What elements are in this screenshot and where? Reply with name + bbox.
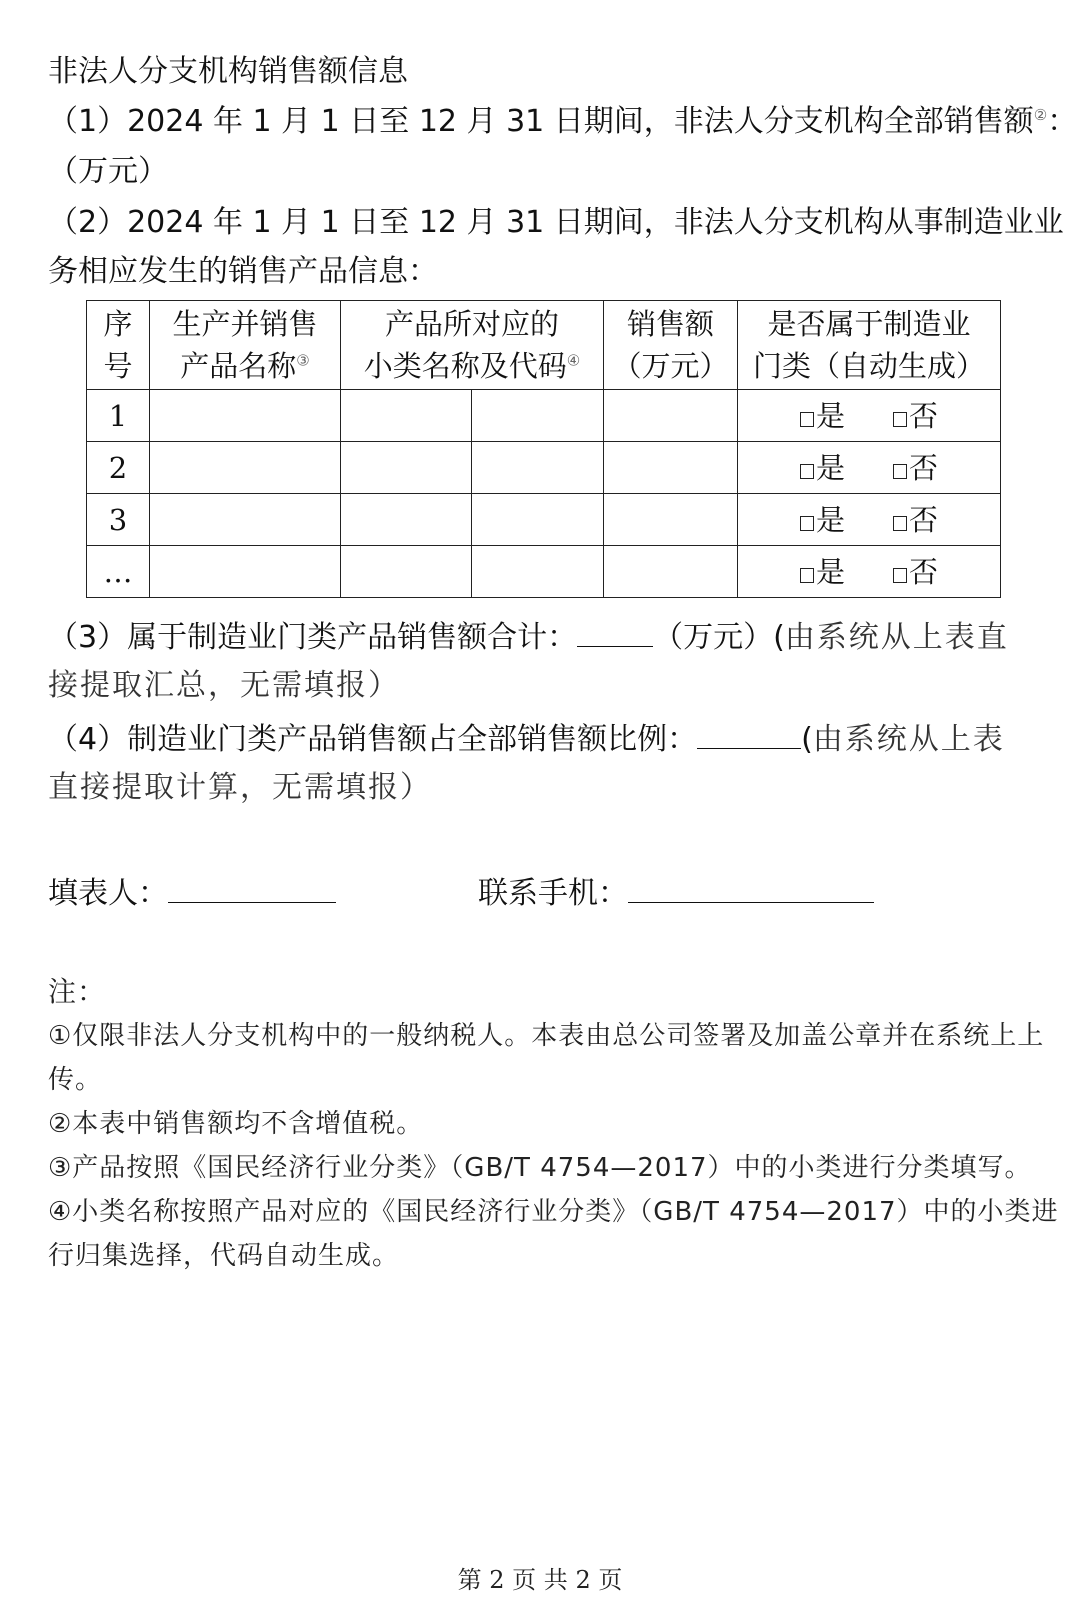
manufacturing-choice-cell [738, 390, 1001, 442]
note-4-line-1: ④小类名称按照产品对应的《国民经济行业分类》（GB/T 4754—2017）中的小类进 [48, 1197, 1059, 1227]
sales-amount-cell[interactable] [604, 390, 738, 442]
header-mfg-1: 是否属于制造业 [767, 307, 971, 341]
note-3: ③产品按照《国民经济行业分类》（GB/T 4754—2017）中的小类进行分类填写。 [48, 1153, 1032, 1183]
manufacturing-choice-cell [738, 442, 1001, 494]
filler-blank[interactable] [168, 872, 336, 903]
sales-amount-cell[interactable] [604, 442, 738, 494]
note-2: ②本表中销售额均不含增值税。 [48, 1109, 424, 1139]
yes-option[interactable] [800, 555, 845, 589]
category-code-cell[interactable] [472, 546, 604, 598]
yes-label: 是 [815, 450, 845, 485]
yes-checkbox[interactable] [800, 516, 814, 531]
yes-label: 是 [815, 502, 845, 537]
item-4-line-1 [48, 718, 1038, 760]
item-3-line-1 [48, 616, 1038, 658]
category-name-cell[interactable] [341, 390, 472, 442]
item-3-label: （3）属于制造业门类产品销售额合计： [48, 620, 578, 655]
header-sales-2: （万元） [612, 349, 729, 383]
phone-blank[interactable] [628, 872, 874, 903]
note-1-line-2: 传。 [48, 1065, 103, 1095]
ratio-blank[interactable] [697, 718, 801, 749]
yes-checkbox[interactable] [800, 464, 814, 479]
header-seq-2: 号 [103, 349, 133, 383]
item-1-text: （1）2024 年 1 月 1 日至 12 月 31 日期间，非法人分支机构全部销售额 [48, 104, 1034, 139]
header-category-2: 小类名称及代码 [363, 349, 567, 383]
no-option[interactable] [893, 503, 938, 537]
item-3-note: 由系统从上表直 [784, 620, 1009, 655]
header-manufacturing [738, 301, 1001, 390]
item-3-unit: （万元）( [653, 620, 785, 655]
header-category-1: 产品所对应的 [384, 307, 559, 341]
item-1-line [48, 102, 1078, 142]
table-row [87, 494, 1001, 546]
phone-row [478, 872, 874, 914]
no-label: 否 [909, 502, 939, 537]
no-option[interactable] [893, 399, 938, 433]
no-label: 否 [909, 554, 939, 589]
yes-checkbox[interactable] [800, 412, 814, 427]
table-row [87, 390, 1001, 442]
item-2-line-2: 务相应发生的销售产品信息： [48, 254, 438, 289]
product-name-cell[interactable] [150, 546, 341, 598]
product-name-cell[interactable] [150, 390, 341, 442]
category-name-cell[interactable] [341, 494, 472, 546]
product-name-cell[interactable] [150, 442, 341, 494]
footnote-mark-2: ② [1033, 106, 1048, 124]
header-product-name [150, 301, 341, 390]
row-seq: … [87, 546, 150, 598]
item-4-note: 由系统从上表 [812, 722, 1005, 757]
phone-label: 联系手机： [478, 876, 628, 911]
header-product-2: 产品名称 [180, 349, 297, 383]
section-title: 非法人分支机构销售额信息 [48, 54, 408, 89]
header-sales-1: 销售额 [626, 307, 714, 341]
row-seq: 1 [87, 390, 150, 442]
yes-option[interactable] [800, 451, 845, 485]
yes-checkbox[interactable] [800, 568, 814, 583]
manufacturing-choice-cell [738, 494, 1001, 546]
item-2-line-1: （2）2024 年 1 月 1 日至 12 月 31 日期间，非法人分支机构从事制造业业 [48, 205, 1064, 240]
note-4-line-2: 行归集选择，代码自动生成。 [48, 1241, 400, 1271]
table-header-row [87, 301, 1001, 390]
yes-label: 是 [815, 554, 845, 589]
yes-label: 是 [815, 398, 845, 433]
item-4-line-2: 直接提取计算，无需填报） [48, 770, 432, 805]
no-checkbox[interactable] [893, 568, 907, 583]
category-code-cell[interactable] [472, 494, 604, 546]
header-mfg-2: 门类（自动生成） [752, 349, 985, 383]
no-checkbox[interactable] [893, 412, 907, 427]
product-sales-table [86, 300, 1001, 598]
no-label: 否 [909, 450, 939, 485]
no-option[interactable] [893, 555, 938, 589]
no-label: 否 [909, 398, 939, 433]
header-category [341, 301, 604, 390]
category-name-cell[interactable] [341, 546, 472, 598]
yes-option[interactable] [800, 399, 845, 433]
category-name-cell[interactable] [341, 442, 472, 494]
no-checkbox[interactable] [893, 516, 907, 531]
category-code-cell[interactable] [472, 390, 604, 442]
header-sales [604, 301, 738, 390]
total-sales-blank[interactable] [577, 616, 653, 647]
filler-label: 填表人： [48, 876, 168, 911]
category-code-cell[interactable] [472, 442, 604, 494]
item-1-colon: ： [1047, 104, 1078, 139]
item-1-unit: （万元） [48, 154, 168, 189]
page-footer: 第 2 页 共 2 页 [457, 1566, 623, 1594]
header-product-1: 生产并销售 [172, 307, 318, 341]
notes-title: 注： [48, 975, 107, 1008]
manufacturing-choice-cell [738, 546, 1001, 598]
header-seq-1: 序 [103, 307, 133, 341]
item-4-label: （4）制造业门类产品销售额占全部销售额比例： [48, 722, 698, 757]
filler-row [48, 872, 336, 914]
sales-amount-cell[interactable] [604, 546, 738, 598]
footnote-mark-4: ④ [566, 351, 581, 370]
row-seq: 3 [87, 494, 150, 546]
sales-amount-cell[interactable] [604, 494, 738, 546]
row-seq: 2 [87, 442, 150, 494]
yes-option[interactable] [800, 503, 845, 537]
no-checkbox[interactable] [893, 464, 907, 479]
table-row [87, 442, 1001, 494]
note-1-line-1: ①仅限非法人分支机构中的一般纳税人。本表由总公司签署及加盖公章并在系统上上 [48, 1021, 1045, 1051]
header-seq [87, 301, 150, 390]
item-3-line-2: 接提取汇总，无需填报） [48, 668, 400, 703]
table-row [87, 546, 1001, 598]
item-4-paren: ( [801, 722, 813, 757]
no-option[interactable] [893, 451, 938, 485]
product-name-cell[interactable] [150, 494, 341, 546]
footnote-mark-3: ③ [296, 351, 310, 370]
